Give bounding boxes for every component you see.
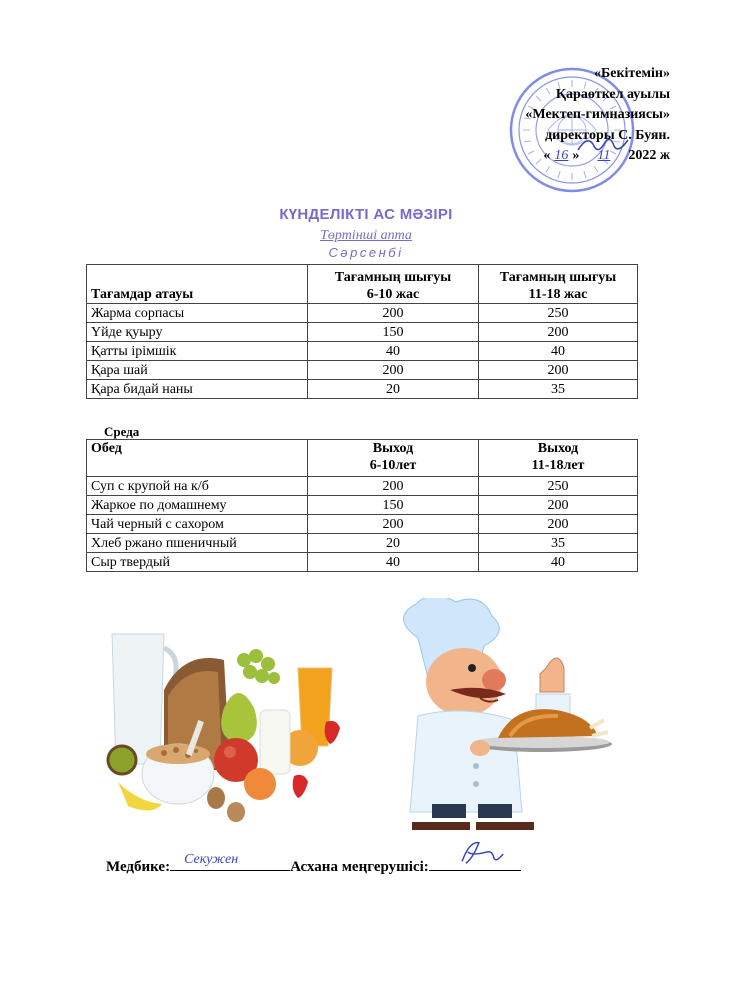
column-header-dish: Тағамдар атауы bbox=[87, 265, 308, 304]
footer-signatures bbox=[106, 852, 521, 876]
table-row: Хлеб ржано пшеничный 20 35 bbox=[87, 534, 638, 553]
kitchen-head-signature-icon bbox=[449, 838, 505, 868]
approval-date bbox=[500, 146, 670, 167]
table-row: Жарма сорпасы 200 250 bbox=[87, 304, 638, 323]
column-header-6-10: Тағамның шығуы 6-10 жас bbox=[308, 265, 479, 304]
table-row: Қара бидай наны 20 35 bbox=[87, 380, 638, 399]
date-open-quote: « bbox=[543, 148, 551, 163]
approval-block bbox=[500, 64, 670, 167]
column-header-11-18: Тағамның шығуы 11-18 жас bbox=[479, 265, 638, 304]
table-row: Жаркое по домашнему 150 200 bbox=[87, 496, 638, 515]
day-title: Сәрсенбі bbox=[328, 245, 404, 260]
approval-line-3: «Мектеп-гимназиясы» bbox=[525, 107, 670, 122]
table-row: Қатты ірімшік 40 40 bbox=[87, 342, 638, 361]
date-day: 16 bbox=[554, 148, 569, 163]
medbike-label: Медбике: bbox=[106, 859, 171, 875]
week-title: Төртінші апта bbox=[320, 228, 412, 243]
page-title: КҮНДЕЛІКТІ АС МӘЗІРІ bbox=[279, 206, 453, 223]
date-month: 11 bbox=[597, 148, 611, 163]
approval-line-2: Қараөткел ауылы bbox=[555, 86, 670, 102]
medbike-signature-line bbox=[170, 852, 290, 871]
sreda-label: Среда bbox=[104, 424, 140, 439]
kitchen-head-signature-line bbox=[429, 856, 521, 871]
kitchen-head-label: Асхана меңгерушісі: bbox=[290, 859, 429, 875]
approval-line-4: директоры С. Буян. bbox=[545, 127, 670, 143]
date-close-quote: » bbox=[572, 148, 580, 163]
table-row: Қара шай 200 200 bbox=[87, 361, 638, 380]
column-header-6-10: Выход 6-10лет bbox=[308, 440, 479, 477]
table-row: Үйде қуыру 150 200 bbox=[87, 323, 638, 342]
food-illustration bbox=[104, 598, 358, 836]
column-header-11-18: Выход 11-18лет bbox=[479, 440, 638, 477]
menu-table-kz bbox=[86, 264, 638, 399]
medbike-signature: Секужен bbox=[184, 852, 239, 867]
approval-line-1: «Бекітемін» bbox=[593, 66, 670, 81]
table-row: Суп с крупой на к/б 200 250 bbox=[87, 477, 638, 496]
table-row: Сыр твердый 40 40 bbox=[87, 553, 638, 572]
date-year: 2022 ж bbox=[628, 148, 670, 163]
chef-illustration bbox=[360, 598, 648, 836]
column-header-lunch: Обед bbox=[87, 440, 308, 477]
table-row: Чай черный с сахором 200 200 bbox=[87, 515, 638, 534]
menu-table-ru bbox=[86, 439, 638, 572]
